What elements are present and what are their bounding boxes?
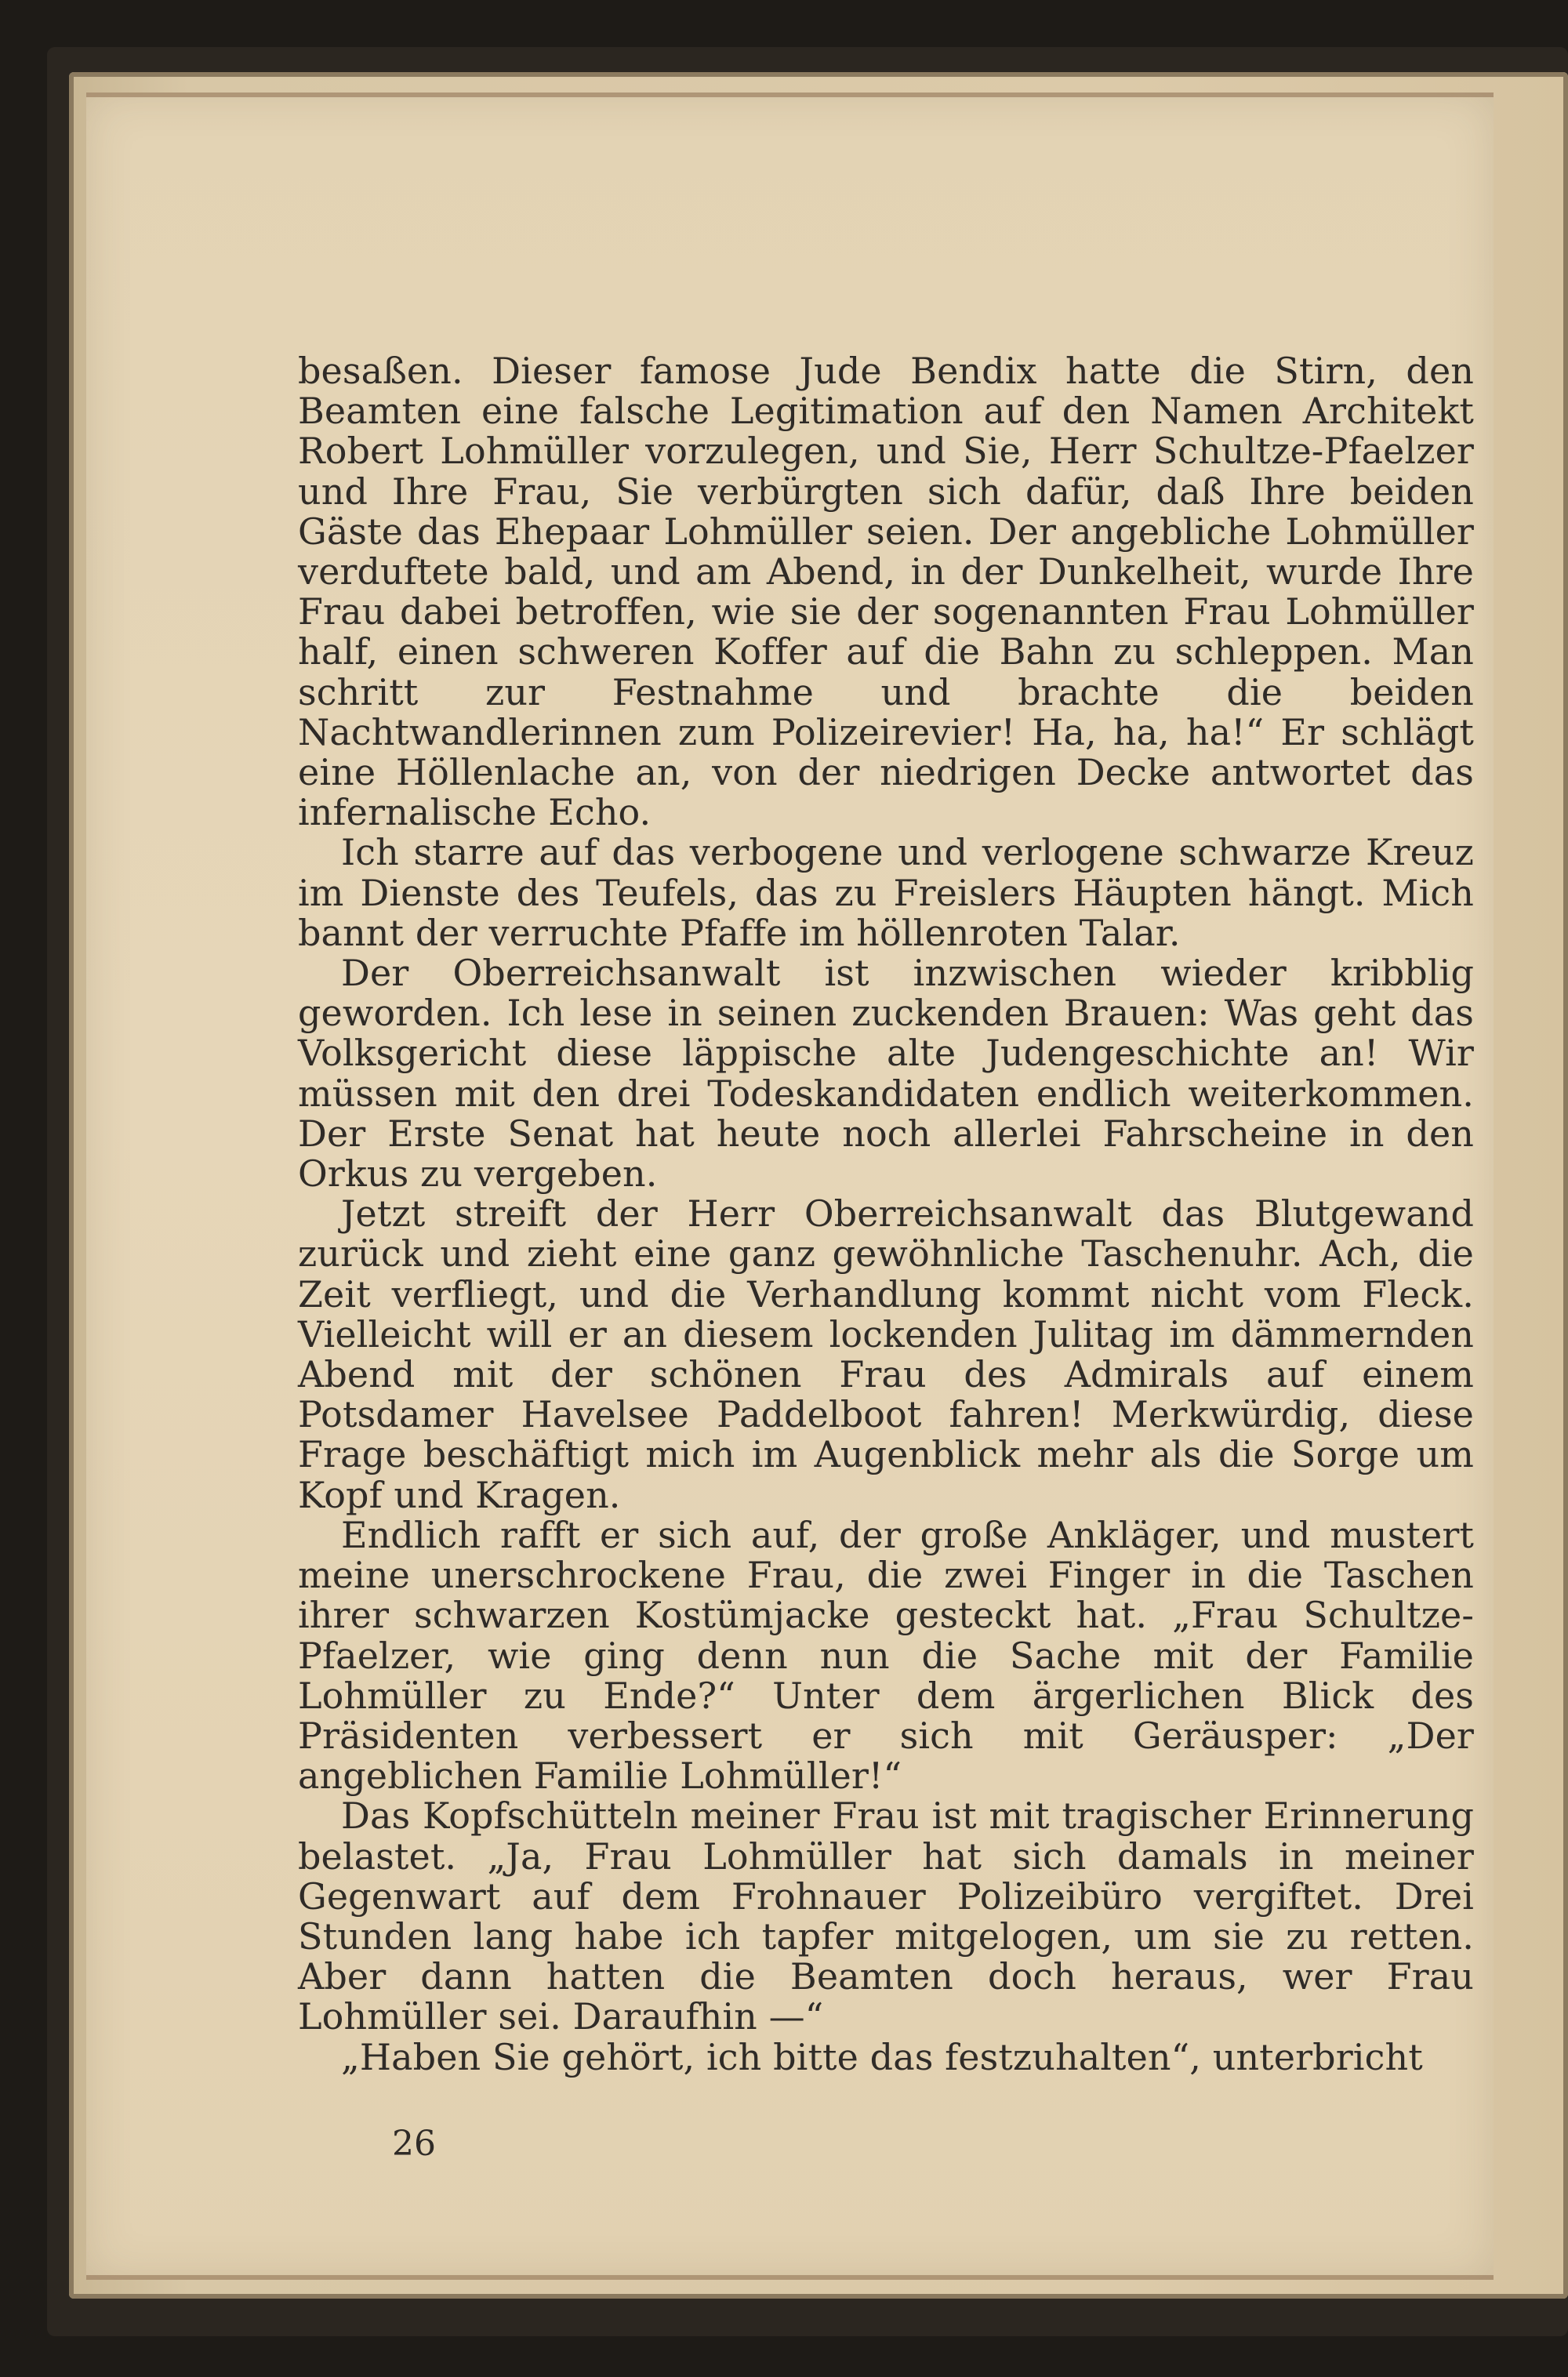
page-text: [298, 351, 1474, 2078]
paragraph-7: „Haben Sie gehört, ich bitte das festzuhalten“, unterbricht: [341, 2035, 1423, 2078]
page-number: 26: [392, 2124, 436, 2164]
paragraph-4: Jetzt streift der Herr Oberreichsanwalt das Blutgewand zurück und zieht eine ganz gewöhnliche Taschenuhr. Ach, die Zeit verfliegt, und die Verhandlung kommt nicht vom Fleck. Vielleicht will er an diesem lockenden Julitag im dämmernden Abend mit der schönen Frau des Admirals auf einem Potsdamer Havelsee Paddelboot fahren! Merkwürdig, diese Frage beschäftigt mich im Augenblick mehr als die Sorge um Kopf und Kragen.: [298, 1192, 1474, 1516]
paragraph-5: Endlich rafft er sich auf, der große Ankläger, und mustert meine unerschrockene Frau, die zwei Finger in die Taschen ihrer schwarzen Kostümjacke gesteckt hat. „Frau Schultze-Pfaelzer, wie ging denn nun die Sache mit der Familie Lohmüller zu Ende?“ Unter dem ärgerlichen Blick des Präsidenten verbessert er sich mit Geräusper: „Der angeblichen Familie Lohmüller!“: [298, 1513, 1474, 1798]
paragraph-6: Das Kopfschütteln meiner Frau ist mit tragischer Erinnerung belastet. „Ja, Frau Lohmüller hat sich damals in meiner Gegenwart auf dem Frohnauer Polizeibüro vergiftet. Drei Stunden lang habe ich tapfer mitgelogen, um sie zu retten. Aber dann hatten die Beamten doch heraus, wer Frau Lohmüller sei. Daraufhin —“: [298, 1795, 1474, 2038]
paragraph-1: besaßen. Dieser famose Jude Bendix hatte die Stirn, den Beamten eine falsche Legitimation auf den Namen Architekt Robert Lohmüller vorzulegen, und Sie, Herr Schultze-Pfaelzer und Ihre Frau, Sie verbürgten sich dafür, daß Ihre beiden Gäste das Ehepaar Lohmüller seien. Der angebliche Lohmüller verduftete bald, und am Abend, in der Dunkelheit, wurde Ihre Frau dabei betroffen, wie sie der sogenannten Frau Lohmüller half, einen schweren Koffer auf die Bahn zu schleppen. Man schritt zur Festnahme und brachte die beiden Nachtwandlerinnen zum Polizeirevier! Ha, ha, ha!“ Er schlägt eine Höllenlache an, von der niedrigen Decke antwortet das infernalische Echo.: [298, 350, 1474, 834]
paragraph-2: Ich starre auf das verbogene und verlogene schwarze Kreuz im Dienste des Teufels, das zu Freislers Häupten hängt. Mich bannt der verruchte Pfaffe im höllenroten Talar.: [298, 831, 1474, 954]
paragraph-3: Der Oberreichsanwalt ist inzwischen wieder kribblig geworden. Ich lese in seinen zuckenden Brauen: Was geht das Volksgericht diese läppische alte Judengeschichte an! Wir müssen mit den drei Todeskandidaten endlich weiterkommen. Der Erste Senat hat heute noch allerlei Fahrscheine in den Orkus zu vergeben.: [298, 952, 1474, 1196]
book-page: [86, 93, 1494, 2280]
